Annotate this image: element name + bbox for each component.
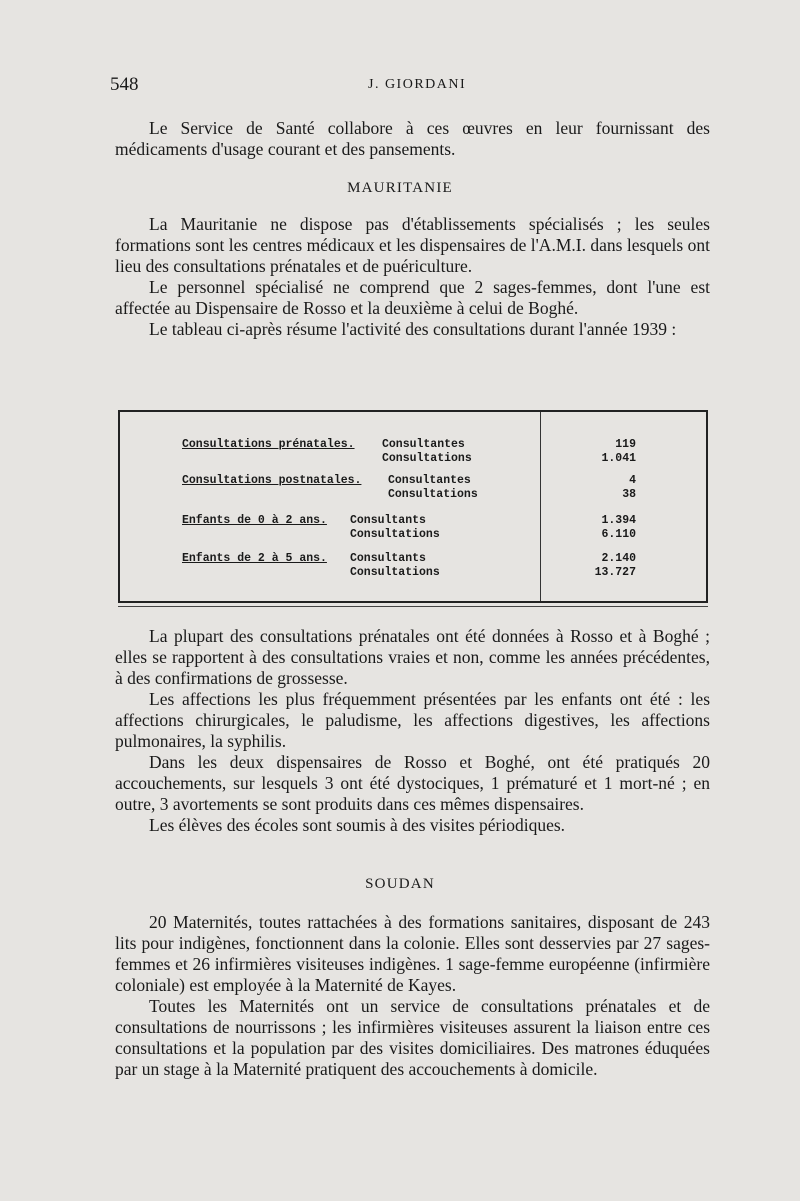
section-heading-soudan: SOUDAN xyxy=(365,876,435,892)
table-bottom-rule xyxy=(118,606,708,607)
paragraph: Les affections les plus fréquemment présentées par les enfants ont été : les affections chirurgicales, le paludisme, les affections digestives, les affections pulmonaires, la syphilis. xyxy=(115,689,710,751)
table-group-label: Enfants de 0 à 2 ans. xyxy=(182,514,327,527)
table-group-label: Consultations prénatales. xyxy=(182,438,355,451)
table-row-label: Consultantes xyxy=(382,438,465,451)
paragraph: 20 Maternités, toutes rattachées à des formations sanitaires, disposant de 243 lits pour indigènes, fonctionnent dans la colonie. Elles sont desservies par 27 sages-femmes et 26 infirmières visiteuses indigènes. 1 sage-femme européenne (infirmière coloniale) est employée à la Maternité de Kayes. xyxy=(115,912,710,995)
table-row xyxy=(120,552,706,566)
consultations-table xyxy=(118,410,708,603)
paragraph: Le tableau ci-après résume l'activité des consultations durant l'année 1939 : xyxy=(149,319,677,339)
table-row-value: 6.110 xyxy=(601,528,636,541)
running-head: J. GIORDANI xyxy=(368,77,467,92)
table-row-label: Consultations xyxy=(382,452,472,465)
table-row-value: 1.394 xyxy=(601,514,636,527)
table-row xyxy=(120,452,706,466)
table-row-value: 4 xyxy=(629,474,636,487)
after-table-body xyxy=(115,626,710,836)
paragraph: Le personnel spécialisé ne comprend que 2 sages-femmes, dont l'une est affectée au Dispensaire de Rosso et la deuxième à celui de Boghé. xyxy=(115,277,710,318)
table-row xyxy=(120,488,706,502)
table-row-label: Consultantes xyxy=(388,474,471,487)
table-row-label: Consultants xyxy=(350,514,426,527)
paragraph: Dans les deux dispensaires de Rosso et Boghé, ont été pratiqués 20 accouchements, sur lesquels 3 ont été dystociques, 1 prématuré et 1 mort-né ; en outre, 3 avortements se sont produits dans ces mêmes dispensaires. xyxy=(115,752,710,814)
section-heading-mauritanie: MAURITANIE xyxy=(347,180,453,196)
table-row-value: 13.727 xyxy=(594,566,636,579)
table-row-value: 119 xyxy=(615,438,636,451)
intro-section xyxy=(115,118,710,160)
page-number: 548 xyxy=(110,74,139,95)
paragraph: La plupart des consultations prénatales ont été données à Rosso et à Boghé ; elles se rapportent à des consultations vraies et non, comme les années précédentes, à des confirmations de grossesse. xyxy=(115,626,710,688)
table-group-label: Consultations postnatales. xyxy=(182,474,362,487)
table-row xyxy=(120,474,706,488)
mauritanie-body xyxy=(115,214,710,340)
page-header xyxy=(110,74,710,98)
table-row-label: Consultations xyxy=(350,566,440,579)
table-row xyxy=(120,514,706,528)
table-row-value: 2.140 xyxy=(601,552,636,565)
table-row xyxy=(120,438,706,452)
table-row xyxy=(120,528,706,542)
table-row xyxy=(120,566,706,580)
table-row-label: Consultations xyxy=(350,528,440,541)
paragraph: Toutes les Maternités ont un service de consultations prénatales et de consultations de nourrissons ; les infirmières visiteuses assurent la liaison entre ces consultations et la population par des visites domiciliaires. Des matrones éduquées par un stage à la Maternité pratiquent des accouchements à domicile. xyxy=(115,996,710,1079)
soudan-body xyxy=(115,912,710,1080)
table-row-value: 1.041 xyxy=(601,452,636,465)
table-row-value: 38 xyxy=(622,488,636,501)
table-row-label: Consultations xyxy=(388,488,478,501)
paragraph: Les élèves des écoles sont soumis à des visites périodiques. xyxy=(149,815,566,835)
table-row-label: Consultants xyxy=(350,552,426,565)
table-group-label: Enfants de 2 à 5 ans. xyxy=(182,552,327,565)
intro-paragraph: Le Service de Santé collabore à ces œuvres en leur fournissant des médicaments d'usage courant et des pansements. xyxy=(115,118,710,159)
paragraph: La Mauritanie ne dispose pas d'établissements spécialisés ; les seules formations sont les centres médicaux et les dispensaires de l'A.M.I. dans lesquels ont lieu des consultations prénatales et de puériculture. xyxy=(115,214,710,276)
